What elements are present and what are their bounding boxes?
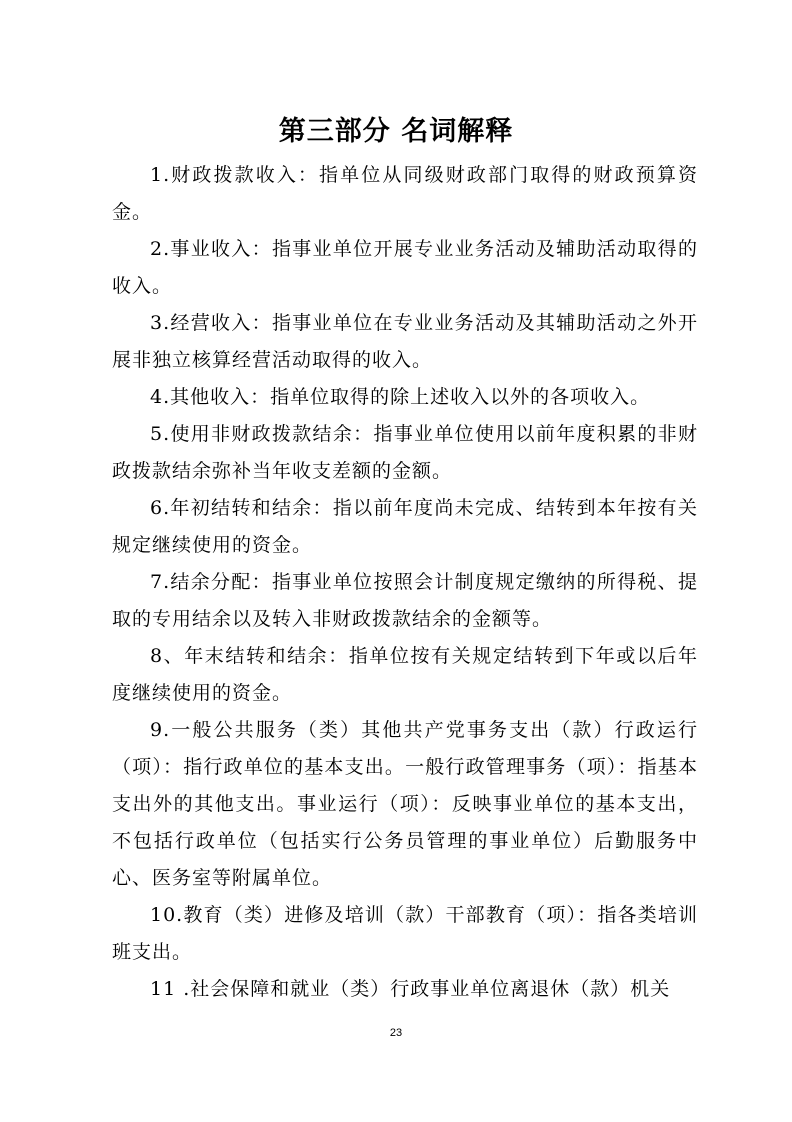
paragraph-4: 4.其他收入：指单位取得的除上述收入以外的各项收入。 — [150, 386, 651, 408]
paragraph-6: 6.年初结转和结余：指以前年度尚未完成、结转到本年按有关规定继续使用的资金。 — [112, 497, 698, 556]
paragraph-5: 5.使用非财政拨款结余：指事业单位使用以前年度积累的非财政拨款结余弥补当年收支差额的金额。 — [112, 423, 698, 482]
paragraph-9: 9.一般公共服务（类）其他共产党事务支出（款）行政运行（项）：指行政单位的基本支出。一般行政管理事务（项）：指基本支出外的其他支出。事业运行（项）：反映事业单位的基本支出，不包括行政单位（包括实行公务员管理的事业单位）后勤服务中心、医务室等附属单位。 — [112, 719, 698, 889]
page-number: 23 — [389, 1027, 403, 1039]
paragraph-11: 11 .社会保障和就业（类）行政事业单位离退休（款）机关 — [150, 978, 671, 1000]
paragraph-3: 3.经营收入：指事业单位在专业业务活动及其辅助活动之外开展非独立核算经营活动取得的收入。 — [112, 312, 698, 371]
page-title: 第三部分 名词解释 — [278, 116, 514, 147]
paragraph-2: 2.事业收入：指事业单位开展专业业务活动及辅助活动取得的收入。 — [112, 238, 698, 297]
paragraph-10: 10.教育（类）进修及培训（款）干部教育（项）：指各类培训班支出。 — [112, 904, 698, 963]
paragraph-1: 1.财政拨款收入：指单位从同级财政部门取得的财政预算资金。 — [112, 164, 698, 223]
paragraph-8: 8、年末结转和结余：指单位按有关规定结转到下年或以后年度继续使用的资金。 — [112, 645, 698, 704]
paragraph-7: 7.结余分配：指事业单位按照会计制度规定缴纳的所得税、提取的专用结余以及转入非财政拨款结余的金额等。 — [112, 571, 698, 630]
document-body — [112, 157, 698, 1008]
